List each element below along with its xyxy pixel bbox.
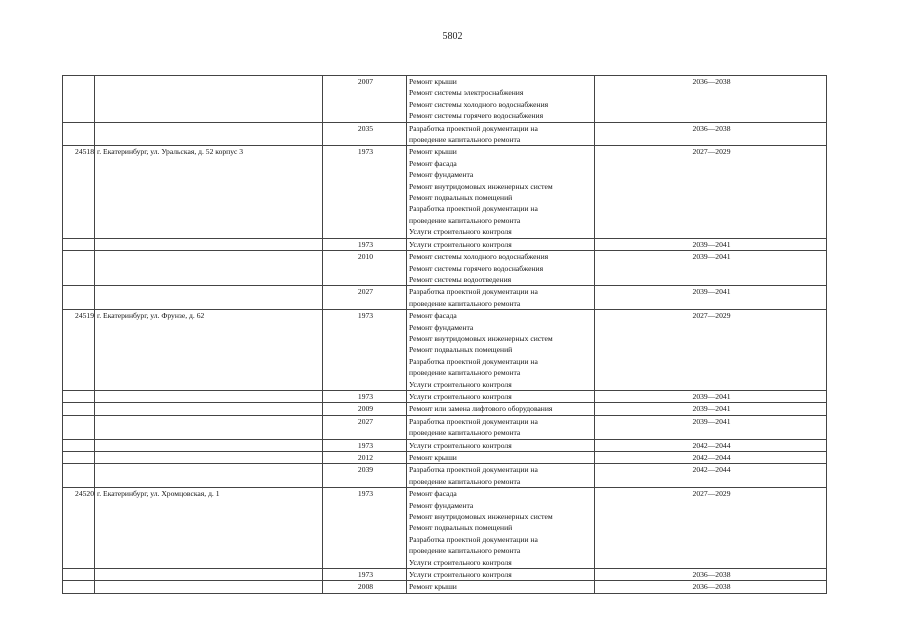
period-cell: 2027—2029 [595,310,827,391]
table-row [63,464,827,488]
works-cell [407,569,595,581]
work-item: Разработка проектной документации на [409,356,538,366]
work-item: Ремонт фасада [409,489,457,499]
work-item: Ремонт внутридомовых инженерных систем [409,512,553,522]
work-item: Ремонт крыши [409,582,457,592]
year-cell: 1973 [323,439,407,451]
period-cell: 2042—2044 [595,464,827,488]
table-row [63,488,827,569]
work-item: Услуги строительного контроля [409,239,512,249]
period-cell: 2039—2041 [595,390,827,402]
works-cell [407,464,595,488]
work-item: Ремонт системы горячего водоснабжения [409,263,544,273]
address-cell [95,581,323,593]
table-row [63,122,827,146]
works-cell [407,310,595,391]
capital-repair-schedule-table [62,75,827,594]
house-number-cell [63,403,95,415]
works-cell [407,76,595,123]
year-cell: 2027 [323,415,407,439]
period-cell: 2036—2038 [595,76,827,123]
table-row [63,310,827,391]
year-cell: 1973 [323,390,407,402]
table-row [63,581,827,593]
house-number-cell: 24519 [63,310,95,391]
period-cell: 2039—2041 [595,286,827,310]
works-cell [407,488,595,569]
work-item: проведение капитального ремонта [409,215,521,225]
table-row [63,439,827,451]
period-cell: 2027—2029 [595,488,827,569]
address-cell [95,251,323,286]
works-cell [407,238,595,250]
table-row [63,569,827,581]
year-cell: 2008 [323,581,407,593]
house-number-cell [63,251,95,286]
work-item: Ремонт системы холодного водоснабжения [409,252,549,262]
address-cell [95,452,323,464]
address-cell: г. Екатеринбург, ул. Хромцовская, д. 1 [95,488,323,569]
address-cell [95,76,323,123]
table-row [63,238,827,250]
table-row [63,76,827,123]
work-item: Ремонт фундамента [409,170,474,180]
work-item: Ремонт внутридомовых инженерных систем [409,181,553,191]
table-row [63,251,827,286]
work-item: Ремонт системы холодного водоснабжения [409,99,549,109]
house-number-cell [63,286,95,310]
works-cell [407,390,595,402]
house-number-cell [63,464,95,488]
table-row [63,452,827,464]
work-item: проведение капитального ремонта [409,135,521,145]
year-cell: 2039 [323,464,407,488]
year-cell: 2027 [323,286,407,310]
work-item: проведение капитального ремонта [409,298,521,308]
works-cell [407,415,595,439]
period-cell: 2039—2041 [595,403,827,415]
work-item: Ремонт или замена лифтового оборудования [409,404,553,414]
work-item: Разработка проектной документации на [409,465,538,475]
work-item: Услуги строительного контроля [409,379,512,389]
address-cell [95,122,323,146]
works-cell [407,403,595,415]
work-item: Услуги строительного контроля [409,391,512,401]
work-item: Разработка проектной документации на [409,123,538,133]
work-item: Разработка проектной документации на [409,534,538,544]
work-item: проведение капитального ремонта [409,476,521,486]
work-item: Ремонт крыши [409,77,457,86]
work-item: Разработка проектной документации на [409,204,538,214]
address-cell: г. Екатеринбург, ул. Фрунзе, д. 62 [95,310,323,391]
work-item: Ремонт системы электроснабжения [409,88,524,98]
house-number-cell [63,415,95,439]
work-item: Ремонт подвальных помещений [409,345,513,355]
work-item: Ремонт подвальных помещений [409,523,513,533]
works-cell [407,122,595,146]
work-item: Ремонт фасада [409,311,457,321]
works-cell [407,581,595,593]
address-cell [95,464,323,488]
house-number-cell [63,122,95,146]
house-number-cell [63,439,95,451]
work-item: Ремонт фундамента [409,500,474,510]
work-item: проведение капитального ремонта [409,546,521,556]
year-cell: 2012 [323,452,407,464]
year-cell: 2010 [323,251,407,286]
works-cell [407,452,595,464]
period-cell: 2039—2041 [595,415,827,439]
work-item: Услуги строительного контроля [409,570,512,580]
period-cell: 2039—2041 [595,238,827,250]
table-row [63,286,827,310]
house-number-cell: 24520 [63,488,95,569]
address-cell [95,403,323,415]
period-cell: 2042—2044 [595,439,827,451]
works-cell [407,146,595,238]
schedule-body [63,76,827,594]
house-number-cell [63,238,95,250]
year-cell: 1973 [323,238,407,250]
year-cell: 2035 [323,122,407,146]
period-cell: 2036—2038 [595,581,827,593]
work-item: проведение капитального ремонта [409,428,521,438]
period-cell: 2036—2038 [595,122,827,146]
year-cell: 2009 [323,403,407,415]
work-item: Ремонт крыши [409,453,457,462]
work-item: Услуги строительного контроля [409,440,512,450]
address-cell [95,439,323,451]
work-item: Услуги строительного контроля [409,227,512,237]
house-number-cell [63,569,95,581]
table-row [63,415,827,439]
house-number-cell: 24518 [63,146,95,238]
work-item: Разработка проектной документации на [409,287,538,297]
house-number-cell [63,76,95,123]
address-cell [95,390,323,402]
work-item: Ремонт крыши [409,147,457,157]
works-cell [407,251,595,286]
table-row [63,403,827,415]
house-number-cell [63,581,95,593]
address-cell [95,238,323,250]
work-item: проведение капитального ремонта [409,368,521,378]
year-cell: 1973 [323,569,407,581]
work-item: Ремонт внутридомовых инженерных систем [409,333,553,343]
work-item: Разработка проектной документации на [409,416,538,426]
work-item: Ремонт фундамента [409,322,474,332]
work-item: Ремонт фасада [409,158,457,168]
house-number-cell [63,390,95,402]
table-row [63,390,827,402]
work-item: Ремонт подвальных помещений [409,193,513,203]
works-cell [407,286,595,310]
year-cell: 1973 [323,146,407,238]
address-cell [95,569,323,581]
work-item: Ремонт системы водоотведения [409,274,512,284]
table-row [63,146,827,238]
house-number-cell [63,452,95,464]
work-item: Ремонт системы горячего водоснабжения [409,111,544,121]
year-cell: 1973 [323,488,407,569]
address-cell: г. Екатеринбург, ул. Уральская, д. 52 корпус 3 [95,146,323,238]
period-cell: 2039—2041 [595,251,827,286]
address-cell [95,415,323,439]
works-cell [407,439,595,451]
year-cell: 1973 [323,310,407,391]
year-cell: 2007 [323,76,407,123]
address-cell [95,286,323,310]
period-cell: 2042—2044 [595,452,827,464]
period-cell: 2036—2038 [595,569,827,581]
work-item: Услуги строительного контроля [409,557,512,567]
period-cell: 2027—2029 [595,146,827,238]
page-number: 5802 [442,31,463,42]
